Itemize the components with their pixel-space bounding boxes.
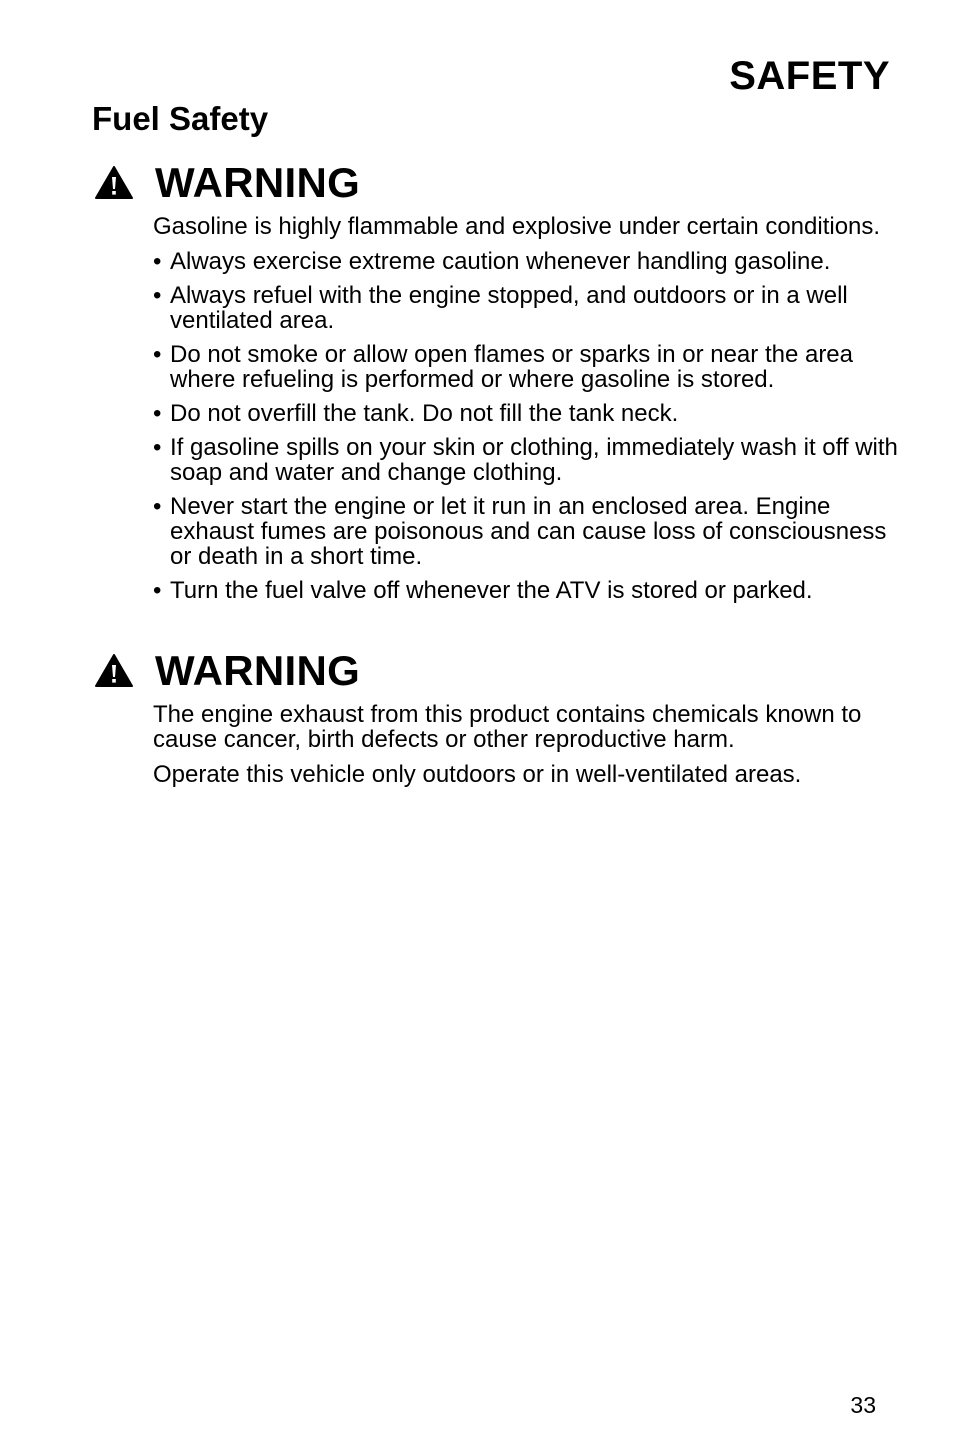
warning-paragraph: The engine exhaust from this product contains chemicals known to cause cancer, birth defects or other reproductive harm. xyxy=(153,701,862,753)
page-number: 33 xyxy=(850,1392,876,1418)
list-item: • Never start the engine or let it run in an enclosed area. Engine exhaust fumes are poisonous and can cause loss of consciousness or death in a short time. xyxy=(153,494,902,569)
section-title: Fuel Safety xyxy=(92,100,269,137)
list-item: • Turn the fuel valve off whenever the ATV is stored or parked. xyxy=(153,578,902,603)
list-item: • Always refuel with the engine stopped, and outdoors or in a well ventilated area. xyxy=(153,283,902,333)
warning-triangle-icon xyxy=(94,653,134,689)
warning-body xyxy=(153,702,902,787)
warning-title: WARNING xyxy=(155,159,361,206)
page-header-title: SAFETY xyxy=(729,54,890,98)
warning-block-gasoline xyxy=(92,158,902,612)
warning-paragraph: Operate this vehicle only outdoors or in well-ventilated areas. xyxy=(153,761,802,788)
warning-header xyxy=(92,646,902,696)
list-item: • Do not smoke or allow open flames or sparks in or near the area where refueling is performed or where gasoline is stored. xyxy=(153,342,902,392)
warning-triangle-icon xyxy=(94,165,134,201)
warning-header xyxy=(92,158,902,208)
list-item: • If gasoline spills on your skin or clothing, immediately wash it off with soap and water and change clothing. xyxy=(153,435,902,485)
list-item: • Do not overfill the tank. Do not fill the tank neck. xyxy=(153,401,902,426)
list-item: • Always exercise extreme caution whenever handling gasoline. xyxy=(153,249,902,274)
warning-bullet-list xyxy=(153,249,902,603)
warning-intro: Gasoline is highly flammable and explosive under certain conditions. xyxy=(153,213,881,240)
warning-body xyxy=(153,214,902,603)
warning-block-exhaust xyxy=(92,646,902,797)
warning-title: WARNING xyxy=(155,647,361,694)
